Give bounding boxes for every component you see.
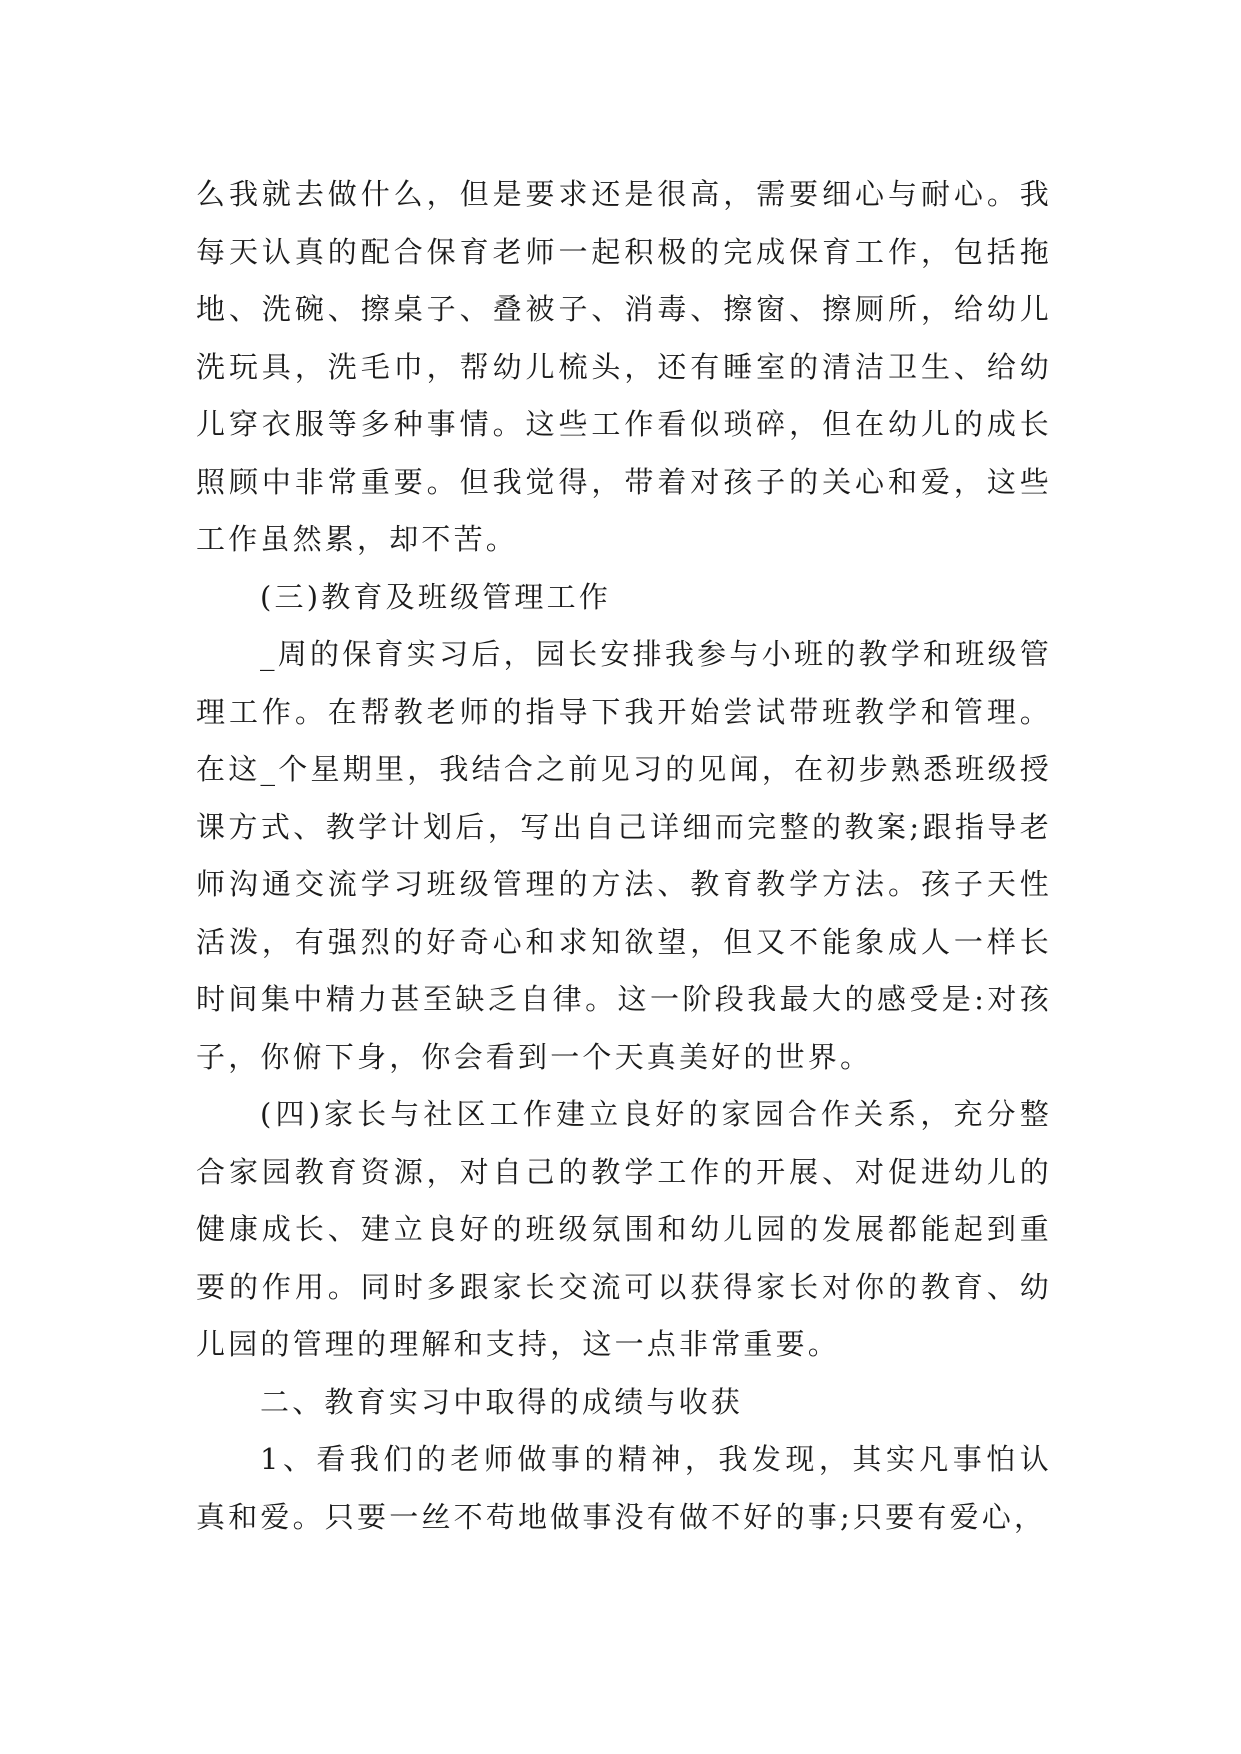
section-heading-achievements: 二、教育实习中取得的成绩与收获 bbox=[260, 1384, 744, 1419]
body-paragraph: 么我就去做什么，但是要求还是很高，需要细心与耐心。我每天认真的配合保育老师一起积极的完成保育工作，包括拖地、洗碗、擦桌子、叠被子、消毒、擦窗、擦厕所，给幼儿洗玩具，洗毛巾，帮幼儿梳头，还有睡室的清洁卫生、给幼儿穿衣服等多种事情。这些工作看似琐碎，但在幼儿的成长照顾中非常重要。但我觉得，带着对孩子的关心和爱，这些工作虽然累，却不苦。 bbox=[196, 177, 1052, 556]
body-paragraph: 1、看我们的老师做事的精神，我发现，其实凡事怕认真和爱。只要一丝不苟地做事没有做不好的事;只要有爱心， bbox=[196, 1442, 1052, 1534]
document-body bbox=[196, 166, 1052, 1546]
body-paragraph: _周的保育实习后，园长安排我参与小班的教学和班级管理工作。在帮教老师的指导下我开始尝试带班教学和管理。在这_个星期里，我结合之前见习的见闻，在初步熟悉班级授课方式、教学计划后，写出自己详细而完整的教案;跟指导老师沟通交流学习班级管理的方法、教育教学方法。孩子天性活泼，有强烈的好奇心和求知欲望，但又不能象成人一样长时间集中精力甚至缺乏自律。这一阶段我最大的感受是:对孩子，你俯下身，你会看到一个天真美好的世界。 bbox=[196, 637, 1052, 1074]
body-paragraph: (四)家长与社区工作建立良好的家园合作关系，充分整合家园教育资源，对自己的教学工作的开展、对促进幼儿的健康成长、建立良好的班级氛围和幼儿园的发展都能起到重要的作用。同时多跟家长交流可以获得家长对你的教育、幼儿园的管理的理解和支持，这一点非常重要。 bbox=[196, 1097, 1052, 1361]
section-heading-education-management: (三)教育及班级管理工作 bbox=[260, 579, 612, 614]
